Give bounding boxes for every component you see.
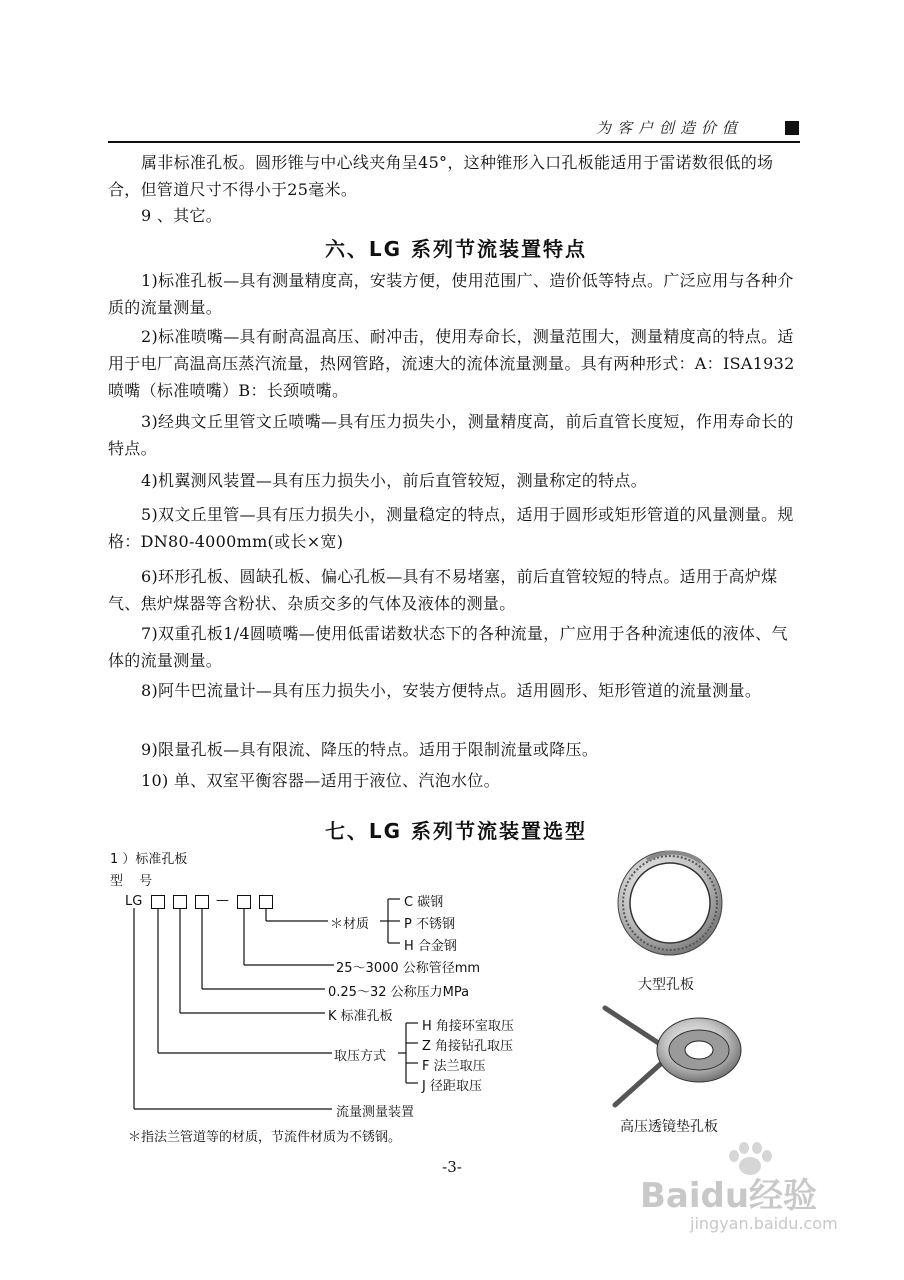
intro-paragraph: 属非标准孔板。圆形锥与中心线夹角呈45°，这种锥形入口孔板能适用于雷诺数很低的场合，但管道尺寸不得小于25毫米。 (108, 153, 774, 199)
section6-item-2: 2)标准喷嘴—具有耐高温高压、耐冲击，使用寿命长，测量范围大，测量精度高的特点。适用于电厂高温高压蒸汽流量，热网管路，流速大的流体流量测量。具有两种形式：A：ISA1932 喷嘴（标准喷嘴）B：长颈喷嘴。 (108, 327, 795, 400)
intro-item-9: 9 、其它。 (141, 206, 223, 225)
section6-item-5: 5)双文丘里管—具有压力损失小，测量稳定的特点，适用于圆形或矩形管道的风量测量。规格：DN80-4000mm(或长×宽) (108, 505, 794, 551)
material-option-h: H 合金钢 (404, 939, 457, 954)
tap-option-f: F 法兰取压 (422, 1059, 486, 1074)
watermark-url: jingyan.baidu.com (690, 1214, 838, 1233)
standard-plate-label: K 标准孔板 (328, 1009, 393, 1024)
section6-item-3: 3)经典文丘里管文丘喷嘴—具有压力损失小，测量精度高，前后直管长度短，作用寿命长的特点。 (108, 412, 794, 458)
material-option-p: P 不锈钢 (404, 917, 455, 932)
section6-title: 六、LG 系列节流装置特点 (324, 237, 588, 261)
model-prefix: LG (125, 894, 143, 909)
section6-item-4: 4)机翼测风装置—具有压力损失小，前后直管较短，测量称定的特点。 (141, 471, 648, 490)
tap-option-j: J 径距取压 (422, 1079, 482, 1094)
model-label: 型 号 (110, 874, 159, 889)
material-label: ＊材质 (330, 917, 370, 932)
tap-method-label: 取压方式 (334, 1049, 387, 1064)
diagram-subtitle: 1 ）标准孔板 (110, 852, 188, 867)
header-slogan: 为客户创造价值 (596, 119, 744, 137)
section6-item-9: 9)限量孔板—具有限流、降压的特点。适用于限制流量或降压。 (141, 740, 599, 759)
flow-device-label: 流量测量装置 (336, 1105, 415, 1120)
section6-item-7: 7)双重孔板1/4圆喷嘴—使用低雷诺数状态下的各种流量，广应用于各种流速低的液体、气体的流量测量。 (108, 624, 788, 670)
section6-item-10: 10) 单、双室平衡容器—适用于液位、汽泡水位。 (141, 771, 500, 790)
tap-option-h: H 角接环室取压 (422, 1019, 514, 1034)
watermark-brand: Baidu经验 (640, 1176, 818, 1216)
tap-option-z: Z 角接钻孔取压 (422, 1039, 514, 1054)
section7-title: 七、LG 系列节流装置选型 (324, 819, 588, 843)
large-orifice-plate-caption: 大型孔板 (638, 977, 694, 993)
lens-gasket-orifice-caption: 高压透镜垫孔板 (620, 1119, 718, 1135)
lens-gasket-orifice-image (595, 1000, 745, 1112)
material-option-c: C 碳钢 (404, 895, 444, 910)
page-number: -3- (442, 1158, 462, 1176)
section6-item-6: 6)环形孔板、圆缺孔板、偏心孔板—具有不易堵塞，前后直管较短的特点。适用于高炉煤气、焦炉煤器等含粉状、杂质交多的气体及液体的测量。 (108, 567, 778, 613)
section6-item-8: 8)阿牛巴流量计—具有压力损失小，安装方便特点。适用圆形、矩形管道的流量测量。 (141, 681, 762, 700)
nominal-pressure-label: 0.25～32 公称压力MPa (328, 985, 470, 1000)
material-footnote: ＊指法兰管道等的材质，节流件材质为不锈钢。 (128, 1130, 402, 1145)
large-orifice-plate-image (615, 848, 725, 958)
nominal-diameter-label: 25～3000 公称管径mm (336, 961, 481, 976)
section6-item-1: 1)标准孔板—具有测量精度高，安装方便，使用范围广、造价低等特点。广泛应用与各种介质的流量测量。 (108, 271, 794, 317)
code-dash: — (216, 893, 229, 908)
